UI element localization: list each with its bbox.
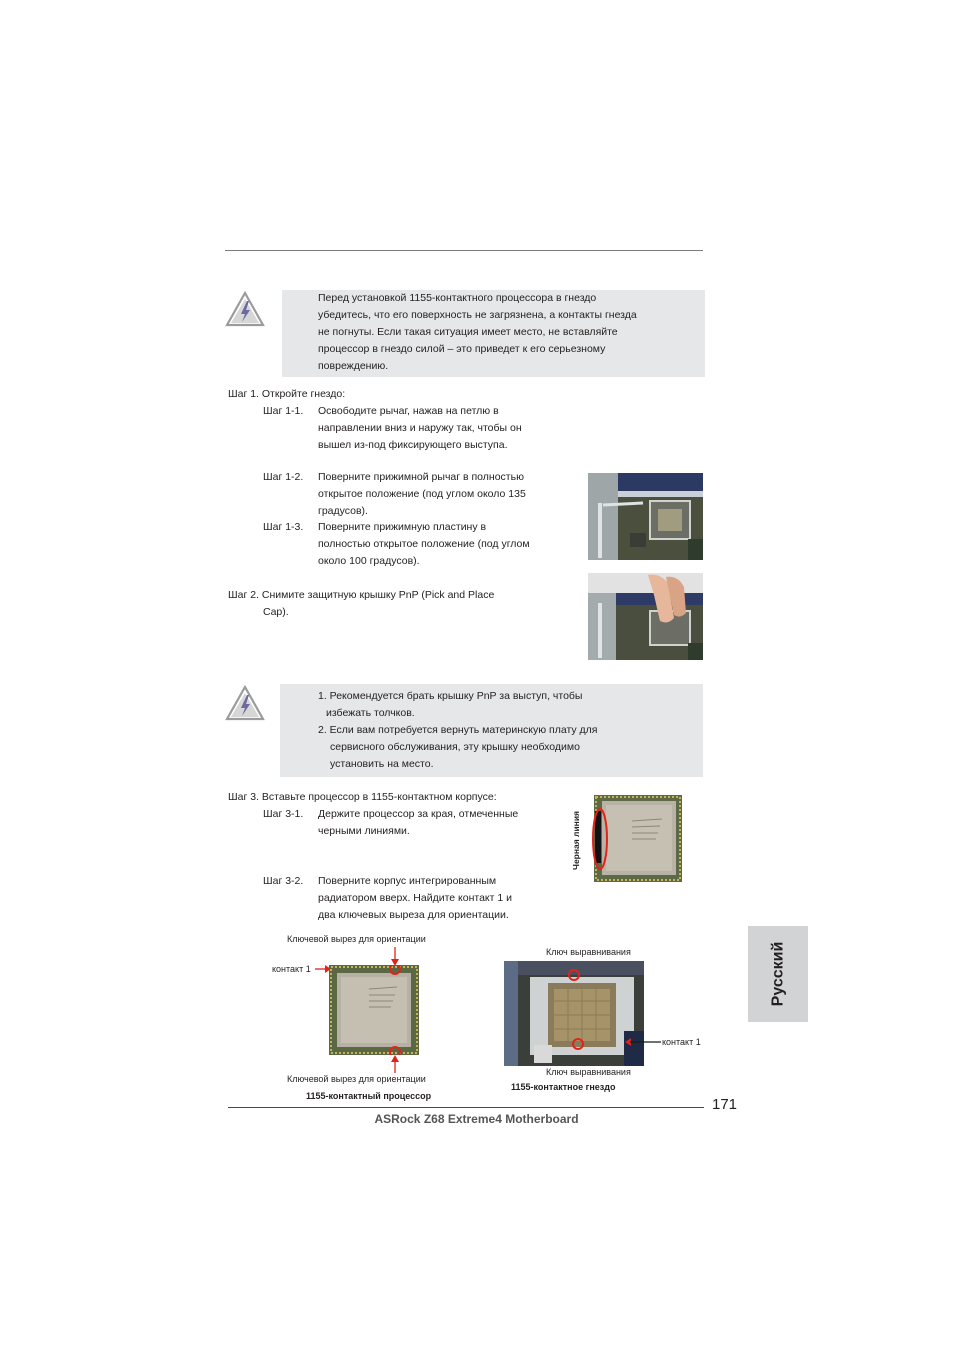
note-line: сервисного обслуживания, эту крышку необходимо <box>330 741 580 753</box>
note-line: 2. Если вам потребуется вернуть материнскую плату для <box>318 724 598 736</box>
top-divider <box>225 250 703 251</box>
socket-caption: 1155-контактное гнездо <box>511 1082 616 1092</box>
language-tab-label-wrap <box>748 926 808 1022</box>
step-line: два ключевых выреза для ориентации. <box>318 909 509 921</box>
step-line: черными линиями. <box>318 825 410 837</box>
page-number: 171 <box>712 1096 738 1113</box>
note-line: Перед установкой 1155-контактного процессора в гнездо <box>318 292 597 304</box>
step-3-1-text <box>318 806 518 840</box>
note-line: 1. Рекомендуется брать крышку PnP за выступ, чтобы <box>318 690 583 702</box>
step-line: радиатором вверх. Найдите контакт 1 и <box>318 892 512 904</box>
step-1-1-text <box>318 403 522 454</box>
step-2-text <box>228 587 494 621</box>
footer-product: ASRock Z68 Extreme4 Motherboard <box>374 1112 579 1126</box>
note-line: процессор в гнездо силой – это приведет к его серьезному <box>318 343 606 355</box>
alignment-key-bottom-label: Ключ выравнивания <box>546 1067 631 1077</box>
step-3-title: Шаг 3. Вставьте процессор в 1155-контактном корпусе: <box>228 791 497 803</box>
key-notch-bottom-label: Ключевой вырез для ориентации <box>287 1074 426 1084</box>
step-line: полностью открытое положение (под углом <box>318 538 530 550</box>
socket-diagram-photo <box>504 961 644 1066</box>
cpu-edge-photo <box>592 793 684 884</box>
note-line: установить на место. <box>330 758 434 770</box>
cpu-diagram-photo <box>329 965 419 1055</box>
step-1-1-label: Шаг 1-1. <box>263 405 304 417</box>
arrow-left-icon <box>625 1037 661 1047</box>
step-line: Cap). <box>263 606 289 618</box>
step-line: Поверните корпус интегрированным <box>318 875 497 887</box>
alignment-key-top-label: Ключ выравнивания <box>546 947 631 957</box>
step-line: открытое положение (под углом около 135 <box>318 488 526 500</box>
step-1-3-text <box>318 519 530 570</box>
note-1-text <box>318 290 637 375</box>
remove-cap-photo <box>588 573 703 660</box>
note-line: убедитесь, что его поверхность не загрязнена, а контакты гнезда <box>318 309 637 321</box>
step-line: Поверните прижимную пластину в <box>318 521 487 533</box>
step-3-2-label: Шаг 3-2. <box>263 875 304 887</box>
step-line: градусов). <box>318 505 368 517</box>
black-line-label: Черная линия <box>571 810 582 870</box>
step-1-title: Шаг 1. Откройте гнездо: <box>228 388 346 400</box>
step-line: Держите процессор за края, отмеченные <box>318 808 519 820</box>
step-line: около 100 градусов). <box>318 555 420 567</box>
pin1-left-label: контакт 1 <box>272 964 311 974</box>
note-2-text <box>318 688 597 773</box>
note-line: избежать толчков. <box>326 707 415 719</box>
arrow-down-icon <box>389 947 401 967</box>
step-line: направлении вниз и наружу так, чтобы он <box>318 422 522 434</box>
note-line: повреждению. <box>318 360 389 372</box>
note-line: не погнуты. Если такая ситуация имеет место, не вставляйте <box>318 326 618 338</box>
key-notch-top-label: Ключевой вырез для ориентации <box>287 934 426 944</box>
footer-divider <box>228 1107 704 1108</box>
step-1-2-text <box>318 469 526 520</box>
cpu-caption: 1155-контактный процессор <box>306 1091 432 1101</box>
step-line: Освободите рычаг, нажав на петлю в <box>318 405 499 417</box>
step-3-2-text <box>318 873 512 924</box>
warning-icon <box>225 291 265 327</box>
socket-open-photo <box>588 473 703 560</box>
language-tab-label: Русский <box>769 941 786 1007</box>
step-line: Поверните прижимной рычаг в полностью <box>318 471 524 483</box>
pin1-right-label: контакт 1 <box>662 1037 701 1047</box>
step-line: Шаг 2. Снимите защитную крышку PnP (Pick and Place <box>228 589 495 601</box>
step-3-1-label: Шаг 3-1. <box>263 808 304 820</box>
step-1-3-label: Шаг 1-3. <box>263 521 304 533</box>
black-line-label-wrap <box>570 800 584 880</box>
arrow-up-icon <box>389 1055 401 1073</box>
step-line: вышел из-под фиксирующего выступа. <box>318 439 508 451</box>
step-1-2-label: Шаг 1-2. <box>263 471 304 483</box>
warning-icon <box>225 685 265 721</box>
